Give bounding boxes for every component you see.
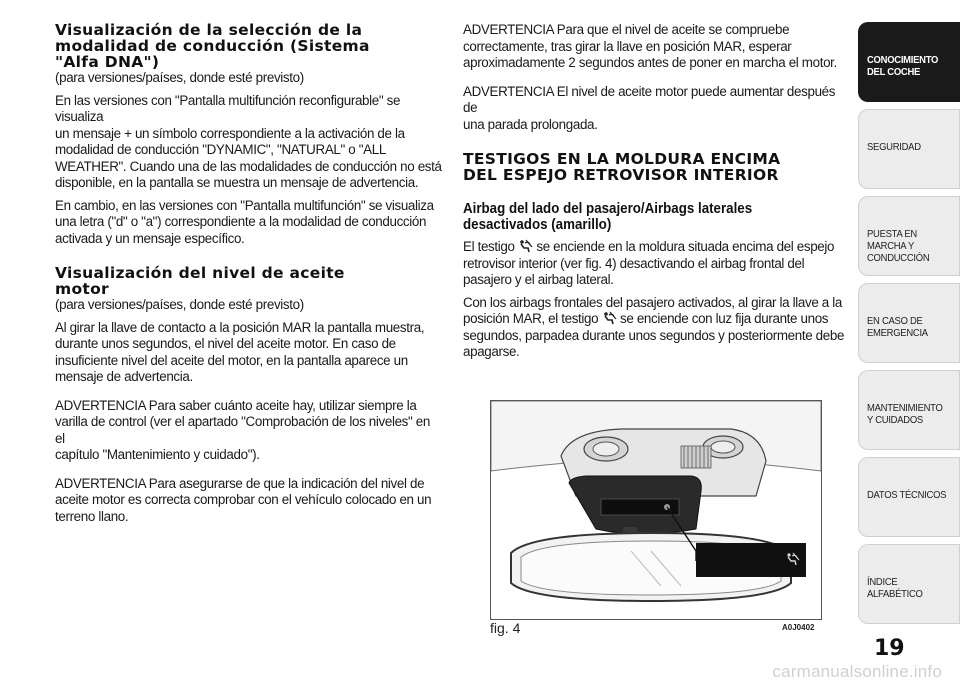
tab-label: CONOCIMIENTO DEL COCHE [867,54,939,78]
paragraph-warning-oil-increase [463,84,845,134]
tab-datos-tecnicos[interactable] [858,457,960,537]
heading-line: TESTIGOS EN LA MOLDURA ENCIMA [463,150,781,168]
heading-line: Visualización del nivel de aceite [55,264,345,282]
text-line: mensaje de advertencia. [55,369,193,384]
tab-conocimiento-del-coche[interactable] [858,22,960,102]
text-line: una letra ("d" o "a") correspondiente a la modalidad de conducción [55,214,427,229]
tab-indice-alfabetico[interactable] [858,544,960,624]
tab-en-caso-de-emergencia[interactable] [858,283,960,363]
figure-mirror-molding [490,400,822,620]
figure-code: A0J0402 [782,623,815,632]
text-line: Con los airbags frontales del pasajero activados, al girar la llave a la [463,294,842,310]
text-line: insuficiente nivel del aceite del motor, en la pantalla aparece un [55,352,408,368]
tab-puesta-en-marcha[interactable] [858,196,960,276]
text-line: apagarse. [463,344,520,359]
text-line: terreno llano. [55,508,129,524]
tab-label: PUESTA EN MARCHA Y CONDUCCIÓN [867,228,930,264]
text-line: retrovisor interior (ver fig. 4) desactivando el airbag frontal del [463,255,805,271]
text-line: correctamente, tras girar la llave en posición MAR, esperar [463,38,792,54]
text-line: aproximadamente 2 segundos antes de poner en marcha el motor. [463,55,837,70]
text-line: capítulo "Mantenimiento y cuidado"). [55,447,260,462]
airbag-off-passenger-icon [518,239,533,253]
text-line [463,239,845,256]
paragraph-multifunction [55,198,443,248]
heading-line: Visualización de la selección de la [55,21,363,39]
airbag-off-passenger-icon [602,311,617,325]
text-line: activada y un mensaje específico. [55,230,245,246]
left-column [55,22,443,525]
text-line: disponible, en la pantalla se muestra un mensaje de advertencia. [55,175,419,190]
page-number: 19 [874,636,905,661]
heading-warning-lights-mirror [463,151,845,183]
text-line: En las versiones con "Pantalla multifunción reconfigurable" se visualiza [55,92,401,124]
text-line: ADVERTENCIA Para que el nivel de aceite se compruebe [463,22,790,37]
tab-label: SEGURIDAD [867,141,921,153]
paragraph-warning-dipstick [55,398,443,464]
tab-label: DATOS TÉCNICOS [867,489,947,501]
text-line: pasajero y el airbag lateral. [463,272,614,287]
text-line: modalidad de conducción "DYNAMIC", "NATURAL" o "ALL [55,142,386,157]
text-line: Al girar la llave de contacto a la posición MAR la pantalla muestra, [55,319,425,335]
tab-label: ÍNDICE ALFABÉTICO [867,576,923,600]
text-span: se enciende con luz fija durante unos [620,311,829,326]
text-line: segundos, parpadea durante unos segundos y posteriormente debe [463,327,845,343]
tab-label: EN CASO DE EMERGENCIA [867,315,928,339]
tab-mantenimiento[interactable] [858,370,960,450]
watermark: carmanualsonline.info [772,662,942,681]
heading-note: (para versiones/países, donde esté previsto) [55,70,304,85]
chapter-tabs [858,22,960,631]
paragraph-airbag-light [463,239,845,289]
text-line: varilla de control (ver el apartado "Comprobación de los niveles" en el [55,414,430,446]
paragraph-multifunction-reconfigurable [55,93,443,192]
text-line: ADVERTENCIA Para asegurarse de que la indicación del nivel de [55,475,425,491]
middle-column [463,22,845,361]
heading-line: desactivados (amarillo) [463,217,612,233]
paragraph-airbag-activated [463,295,845,361]
text-line [463,311,845,328]
text-line: aceite motor es correcta comprobar con el vehículo colocado en un [55,492,432,507]
heading-drive-mode [55,22,443,70]
heading-note: (para versiones/países, donde esté previsto) [55,297,304,312]
figure-caption: fig. 4 [490,620,521,636]
heading-line: "Alfa DNA") [55,53,160,71]
heading-oil-level [55,265,443,297]
heading-line: modalidad de conducción (Sistema [55,37,370,55]
text-line: ADVERTENCIA El nivel de aceite motor puede aumentar después de [463,83,836,115]
paragraph-warning-level-ground [55,476,443,526]
text-span: posición MAR, el testigo [463,311,599,326]
text-line: un mensaje + un símbolo correspondiente a la activación de la [55,125,405,141]
text-line: En cambio, en las versiones con "Pantalla multifunción" se visualiza [55,197,434,213]
text-span: se enciende en la moldura situada encima del espejo [536,239,835,254]
tab-seguridad[interactable] [858,109,960,189]
paragraph-oil-display [55,320,443,386]
tab-label: MANTENIMIENTO Y CUIDADOS [867,402,943,426]
heading-line: Airbag del lado del pasajero/Airbags laterales [463,201,753,217]
paragraph-warning-wait [463,22,845,72]
heading-line: motor [55,280,110,298]
text-line: una parada prolongada. [463,116,598,132]
text-line: durante unos segundos, el nivel del aceite motor. En caso de [55,336,396,351]
text-line: ADVERTENCIA Para saber cuánto aceite hay, utilizar siempre la [55,397,417,413]
heading-airbag-deactivated [463,201,814,233]
text-line: WEATHER". Cuando una de las modalidades de conducción no está [55,158,442,174]
text-span: El testigo [463,239,515,254]
heading-line: DEL ESPEJO RETROVISOR INTERIOR [463,166,779,184]
mirror-illustration [491,401,821,619]
